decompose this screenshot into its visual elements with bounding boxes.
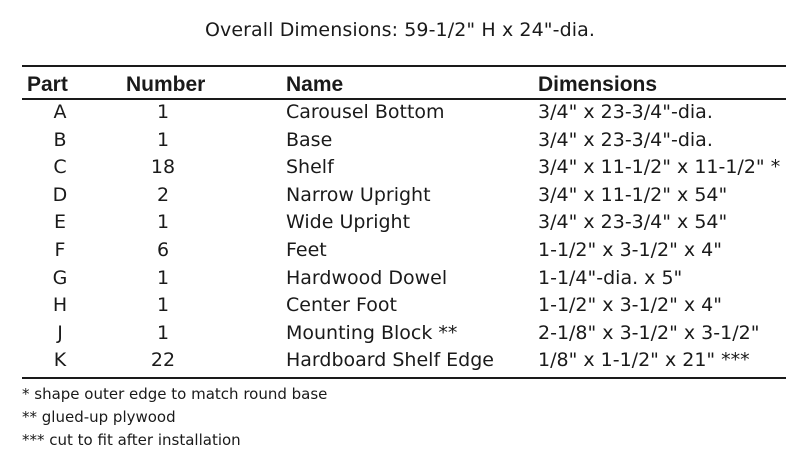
table-row: [22, 237, 786, 265]
cell-name: Wide Upright: [286, 211, 411, 234]
cell-number: 6: [156, 238, 170, 261]
cell-name: Center Foot: [286, 294, 397, 317]
column-header-dimensions: Dimensions: [538, 73, 658, 96]
footnote: *** cut to fit after installation: [22, 431, 241, 449]
cell-dimensions: 3/4" x 11-1/2" x 54": [538, 183, 728, 206]
table-header-row: [22, 71, 786, 99]
table-bottom-rule: [22, 377, 786, 379]
cell-part: J: [57, 321, 63, 344]
cutting-list-table: [22, 71, 786, 375]
cell-part: A: [53, 101, 67, 123]
cell-name: Narrow Upright: [286, 183, 431, 206]
cell-dimensions: 3/4" x 23-3/4"-dia.: [538, 101, 713, 123]
cell-number: 2: [156, 183, 170, 206]
cell-part: H: [52, 294, 68, 317]
table-top-rule: [22, 65, 786, 67]
cell-number: 1: [156, 128, 170, 151]
column-header-number: Number: [126, 73, 206, 96]
table-row: [22, 265, 786, 293]
cell-part: K: [53, 349, 67, 372]
footnote: ** glued-up plywood: [22, 408, 176, 426]
page-title: Overall Dimensions: 59-1/2" H x 24"-dia.: [204, 19, 596, 41]
cell-name: Carousel Bottom: [286, 101, 445, 123]
cell-name: Hardboard Shelf Edge: [286, 349, 494, 372]
cell-part: C: [53, 156, 67, 179]
table-row: [22, 347, 786, 375]
cell-name: Base: [286, 128, 333, 151]
cell-dimensions: 3/4" x 23-3/4"-dia.: [538, 128, 713, 151]
table-row: [22, 154, 786, 182]
table-row: [22, 127, 786, 155]
table-row: [22, 292, 786, 320]
cell-dimensions: 1/8" x 1-1/2" x 21" ***: [538, 349, 750, 372]
cell-name: Feet: [286, 238, 327, 261]
footnotes: [22, 383, 327, 452]
cell-dimensions: 3/4" x 23-3/4" x 54": [538, 211, 728, 234]
cell-dimensions: 3/4" x 11-1/2" x 11-1/2" *: [538, 156, 781, 179]
cell-dimensions: 1-1/2" x 3-1/2" x 4": [538, 294, 722, 317]
table-row: [22, 182, 786, 210]
cell-part: B: [53, 128, 67, 151]
cell-number: 1: [156, 294, 170, 317]
cell-number: 1: [156, 321, 170, 344]
table-row: [22, 99, 786, 127]
footnote: * shape outer edge to match round base: [22, 385, 328, 403]
cell-number: 1: [156, 101, 170, 123]
column-header-part: Part: [27, 73, 68, 96]
column-header-name: Name: [286, 73, 344, 96]
cell-name: Mounting Block **: [286, 321, 458, 344]
cell-name: Hardwood Dowel: [286, 266, 448, 289]
cell-name: Shelf: [286, 156, 334, 179]
cell-dimensions: 1-1/2" x 3-1/2" x 4": [538, 238, 722, 261]
cell-number: 18: [150, 156, 176, 179]
cell-number: 22: [150, 349, 176, 372]
cell-dimensions: 2-1/8" x 3-1/2" x 3-1/2": [538, 321, 760, 344]
cell-part: E: [53, 211, 66, 234]
table-row: [22, 209, 786, 237]
cell-part: F: [54, 238, 66, 261]
cell-number: 1: [156, 211, 170, 234]
cell-part: G: [52, 266, 68, 289]
cell-part: D: [52, 183, 68, 206]
cell-dimensions: 1-1/4"-dia. x 5": [538, 266, 683, 289]
table-row: [22, 320, 786, 348]
cell-number: 1: [156, 266, 170, 289]
